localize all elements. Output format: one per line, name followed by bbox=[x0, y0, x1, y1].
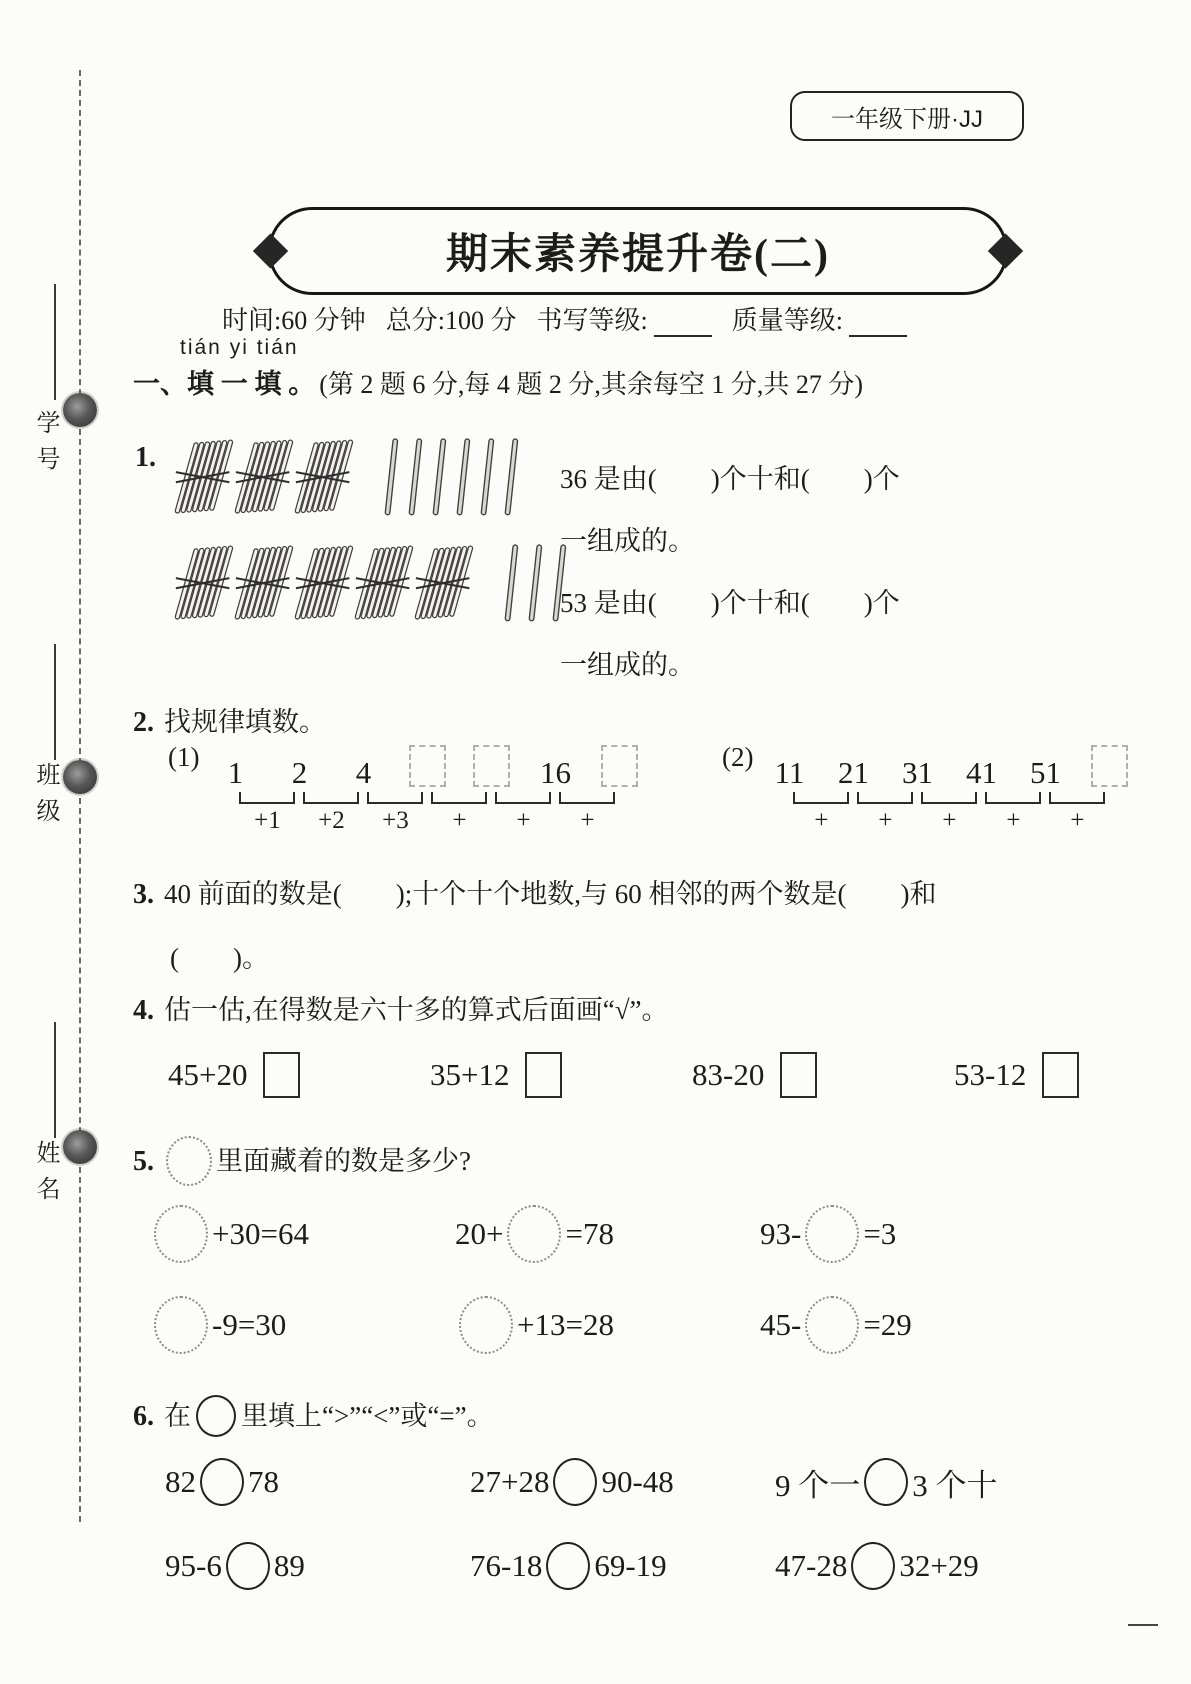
pattern-answer-slot bbox=[1077, 745, 1141, 790]
pattern-number: 31 bbox=[901, 755, 933, 790]
comparison-item bbox=[775, 1458, 1080, 1506]
q4-heading bbox=[133, 988, 669, 1027]
expression-text: 45+20 bbox=[168, 1057, 248, 1092]
comparison-item bbox=[165, 1542, 470, 1590]
pattern-answer-slot bbox=[587, 745, 651, 790]
equation-post-text: =3 bbox=[863, 1216, 897, 1251]
pattern-op-label: + bbox=[942, 807, 957, 834]
equation-post-text: +30=64 bbox=[212, 1216, 309, 1251]
equation-post-text: =78 bbox=[565, 1216, 614, 1251]
stick-bundle-icon bbox=[292, 426, 354, 526]
q6-comparison-row bbox=[165, 1542, 1080, 1590]
comparison-item bbox=[775, 1542, 1080, 1590]
q4-expressions bbox=[168, 1052, 1191, 1098]
pattern-number: 4 bbox=[355, 755, 372, 790]
comparison-answer-circle[interactable] bbox=[553, 1458, 597, 1506]
quality-grade-blank[interactable] bbox=[849, 307, 907, 337]
pattern-label: (1) bbox=[168, 742, 200, 772]
q2-heading bbox=[133, 700, 326, 739]
single-stick-icon bbox=[452, 426, 474, 526]
pattern-bracket bbox=[367, 792, 423, 834]
compare-circle-icon bbox=[196, 1395, 236, 1437]
pattern-bracket bbox=[793, 792, 849, 834]
number-pattern-2 bbox=[722, 738, 1141, 834]
check-answer-box[interactable] bbox=[525, 1052, 562, 1098]
grade-badge-label: 一年级下册·JJ bbox=[831, 105, 983, 133]
hidden-number-equation bbox=[760, 1205, 1065, 1263]
q3-line1: 40 前面的数是( );十个十个地数,与 60 相邻的两个数是( )和 bbox=[164, 879, 937, 909]
sticks-row bbox=[172, 424, 524, 526]
page-title: 期末素养提升卷(二) bbox=[446, 232, 830, 278]
comparison-right-text: 78 bbox=[248, 1464, 279, 1499]
pattern-bracket bbox=[239, 792, 295, 834]
binding-seal-icon bbox=[63, 1130, 97, 1164]
estimate-expression bbox=[168, 1052, 430, 1098]
stick-bundle-icon bbox=[232, 532, 294, 632]
pattern-op-label: +1 bbox=[254, 807, 281, 834]
q2-number: 2. bbox=[133, 707, 154, 738]
q4-text: 估一估,在得数是六十多的算式后面画“√”。 bbox=[164, 995, 669, 1025]
pattern-answer-slot bbox=[459, 745, 523, 790]
pattern-bracket bbox=[559, 792, 615, 834]
q1-line: 一组成的。 bbox=[560, 526, 695, 556]
binding-seal-icon bbox=[63, 760, 97, 794]
hidden-number-equation bbox=[150, 1296, 455, 1354]
pattern-bracket bbox=[495, 792, 551, 834]
q3-line2: ( )。 bbox=[170, 943, 269, 973]
sidebar-label-name: 姓名 bbox=[32, 1140, 58, 1212]
stick-bundle-icon bbox=[352, 532, 414, 632]
comparison-answer-circle[interactable] bbox=[226, 1542, 270, 1590]
stick-bundle-icon bbox=[172, 426, 234, 526]
equation-pre-text: 20+ bbox=[455, 1216, 504, 1251]
comparison-left-text: 27+28 bbox=[470, 1464, 550, 1499]
pattern-brackets bbox=[235, 792, 651, 834]
comparison-item bbox=[470, 1458, 775, 1506]
section-title: 一、填 一 填 。 bbox=[133, 369, 316, 399]
number-pattern-1 bbox=[168, 738, 651, 834]
pattern-items bbox=[757, 738, 1141, 790]
pattern-op-label: +3 bbox=[382, 807, 409, 834]
q5-heading bbox=[133, 1136, 471, 1192]
single-stick-icon bbox=[524, 532, 546, 632]
q1-line: 36 是由( )个十和( )个 bbox=[560, 464, 900, 494]
pattern-brackets bbox=[789, 792, 1141, 834]
hidden-number-equation bbox=[150, 1205, 455, 1263]
comparison-answer-circle[interactable] bbox=[546, 1542, 590, 1590]
meta-quality-grade: 质量等级: bbox=[731, 306, 843, 335]
pattern-bracket bbox=[431, 792, 487, 834]
comparison-right-text: 32+29 bbox=[899, 1548, 979, 1583]
equation-post-text: =29 bbox=[863, 1307, 912, 1342]
q1-line: 一组成的。 bbox=[560, 650, 695, 680]
section-note: (第 2 题 6 分,每 4 题 2 分,其余每空 1 分,共 27 分) bbox=[319, 370, 864, 399]
hidden-number-circle[interactable] bbox=[154, 1205, 208, 1263]
check-answer-box[interactable] bbox=[780, 1052, 817, 1098]
comparison-right-text: 90-48 bbox=[601, 1464, 674, 1499]
pattern-bracket bbox=[1049, 792, 1105, 834]
estimate-expression bbox=[430, 1052, 692, 1098]
pattern-body bbox=[203, 738, 651, 834]
binding-seal-icon bbox=[63, 393, 97, 427]
comparison-right-text: 69-19 bbox=[594, 1548, 667, 1583]
q4-number: 4. bbox=[133, 995, 154, 1026]
q2-text: 找规律填数。 bbox=[164, 707, 326, 737]
sidebar-label-student-id: 学号 bbox=[32, 410, 58, 482]
q3-heading bbox=[133, 872, 936, 911]
q5-equation-row bbox=[150, 1205, 1065, 1263]
class-write-line[interactable] bbox=[54, 644, 56, 760]
estimate-expression bbox=[954, 1052, 1191, 1098]
single-stick-icon bbox=[380, 426, 402, 526]
pattern-op-label: + bbox=[516, 807, 531, 834]
grade-badge bbox=[790, 91, 1024, 141]
single-stick-icon bbox=[404, 426, 426, 526]
pattern-body bbox=[757, 738, 1141, 834]
hidden-number-circle[interactable] bbox=[805, 1296, 859, 1354]
sticks-row bbox=[172, 530, 572, 632]
sidebar-label-class: 班级 bbox=[32, 762, 58, 834]
equation-post-text: +13=28 bbox=[517, 1307, 614, 1342]
q6-heading bbox=[133, 1394, 494, 1443]
stick-bundle-icon bbox=[232, 426, 294, 526]
stick-bundle-icon bbox=[172, 532, 234, 632]
page-corner-mark bbox=[1128, 1624, 1158, 1626]
expression-text: 83-20 bbox=[692, 1057, 765, 1092]
q3-number: 3. bbox=[133, 879, 154, 910]
meta-writing-grade: 书写等级: bbox=[536, 306, 648, 335]
stick-bundle-icon bbox=[412, 532, 474, 632]
q5-equation-row bbox=[150, 1296, 1065, 1354]
q1-text bbox=[560, 448, 1060, 696]
pattern-bracket bbox=[985, 792, 1041, 834]
hidden-number-circle[interactable] bbox=[154, 1296, 208, 1354]
pattern-number: 41 bbox=[965, 755, 997, 790]
section-heading bbox=[133, 362, 1073, 401]
binding-dashed-line bbox=[79, 70, 81, 1522]
name-write-line[interactable] bbox=[54, 1022, 56, 1138]
check-answer-box[interactable] bbox=[1042, 1052, 1079, 1098]
q5-number: 5. bbox=[133, 1146, 154, 1178]
comparison-item bbox=[470, 1542, 775, 1590]
pattern-answer-box[interactable] bbox=[1091, 745, 1128, 787]
pattern-label: (2) bbox=[722, 742, 754, 772]
hidden-number-equation bbox=[455, 1205, 760, 1263]
pattern-number: 1 bbox=[227, 755, 244, 790]
pattern-answer-box[interactable] bbox=[473, 745, 510, 787]
single-stick-icon bbox=[428, 426, 450, 526]
pattern-op-label: + bbox=[1070, 807, 1085, 834]
pattern-number: 2 bbox=[291, 755, 308, 790]
meta-total: 总分:100 分 bbox=[385, 306, 517, 335]
comparison-left-text: 76-18 bbox=[470, 1548, 543, 1583]
q1-number: 1. bbox=[135, 442, 156, 473]
comparison-answer-circle[interactable] bbox=[851, 1542, 895, 1590]
pattern-number: 16 bbox=[539, 755, 571, 790]
estimate-expression bbox=[692, 1052, 954, 1098]
pattern-op-label: +2 bbox=[318, 807, 345, 834]
comparison-left-text: 9 个一 bbox=[775, 1467, 861, 1503]
pattern-answer-box[interactable] bbox=[601, 745, 638, 787]
comparison-left-text: 95-6 bbox=[165, 1548, 222, 1583]
q6-post: 里填上“>”“<”或“=”。 bbox=[241, 1401, 494, 1431]
q6-comparison-row bbox=[165, 1458, 1080, 1506]
comparison-answer-circle[interactable] bbox=[864, 1458, 908, 1506]
comparison-left-text: 47-28 bbox=[775, 1548, 848, 1583]
pattern-op-label: + bbox=[452, 807, 467, 834]
single-stick-icon bbox=[500, 426, 522, 526]
pattern-number: 11 bbox=[774, 755, 805, 790]
exam-meta bbox=[222, 300, 1032, 337]
hidden-number-equation bbox=[455, 1296, 760, 1354]
title-banner bbox=[268, 207, 1008, 295]
equation-post-text: -9=30 bbox=[212, 1307, 287, 1342]
meta-time: 时间:60 分钟 bbox=[222, 306, 366, 335]
hidden-number-circle[interactable] bbox=[507, 1205, 561, 1263]
comparison-right-text: 89 bbox=[273, 1548, 305, 1583]
hidden-number-equation bbox=[760, 1296, 1065, 1354]
pattern-bracket bbox=[857, 792, 913, 834]
pattern-answer-slot bbox=[395, 745, 459, 790]
pattern-op-label: + bbox=[878, 807, 893, 834]
single-stick-icon bbox=[476, 426, 498, 526]
comparison-left-text: 82 bbox=[165, 1464, 196, 1499]
single-stick-icon bbox=[500, 532, 522, 632]
pattern-number: 21 bbox=[837, 755, 869, 790]
pattern-op-label: + bbox=[1006, 807, 1021, 834]
comparison-answer-circle[interactable] bbox=[200, 1458, 244, 1506]
pattern-bracket bbox=[303, 792, 359, 834]
pattern-op-label: + bbox=[580, 807, 595, 834]
q6-number: 6. bbox=[133, 1401, 154, 1432]
expression-text: 53-12 bbox=[954, 1057, 1027, 1092]
comparison-item bbox=[165, 1458, 470, 1506]
writing-grade-blank[interactable] bbox=[654, 307, 712, 337]
equation-pre-text: 45- bbox=[760, 1307, 802, 1342]
expression-text: 35+12 bbox=[430, 1057, 510, 1092]
q1-line: 53 是由( )个十和( )个 bbox=[560, 588, 900, 618]
student-id-write-line[interactable] bbox=[54, 284, 56, 400]
hidden-number-circle[interactable] bbox=[459, 1296, 513, 1354]
section-pinyin: tián yi tián bbox=[180, 336, 299, 359]
pattern-op-label: + bbox=[814, 807, 829, 834]
pattern-items bbox=[203, 738, 651, 790]
hidden-number-circle-icon bbox=[166, 1136, 212, 1186]
hidden-number-circle[interactable] bbox=[805, 1205, 859, 1263]
stick-bundle-icon bbox=[292, 532, 354, 632]
pattern-number: 51 bbox=[1029, 755, 1061, 790]
check-answer-box[interactable] bbox=[263, 1052, 300, 1098]
title-capsule bbox=[268, 207, 1008, 295]
comparison-right-text: 3 个十 bbox=[912, 1467, 998, 1503]
pattern-bracket bbox=[921, 792, 977, 834]
pattern-answer-box[interactable] bbox=[409, 745, 446, 787]
q5-text: 里面藏着的数是多少? bbox=[216, 1146, 471, 1177]
q6-pre: 在 bbox=[164, 1401, 191, 1431]
equation-pre-text: 93- bbox=[760, 1216, 802, 1251]
